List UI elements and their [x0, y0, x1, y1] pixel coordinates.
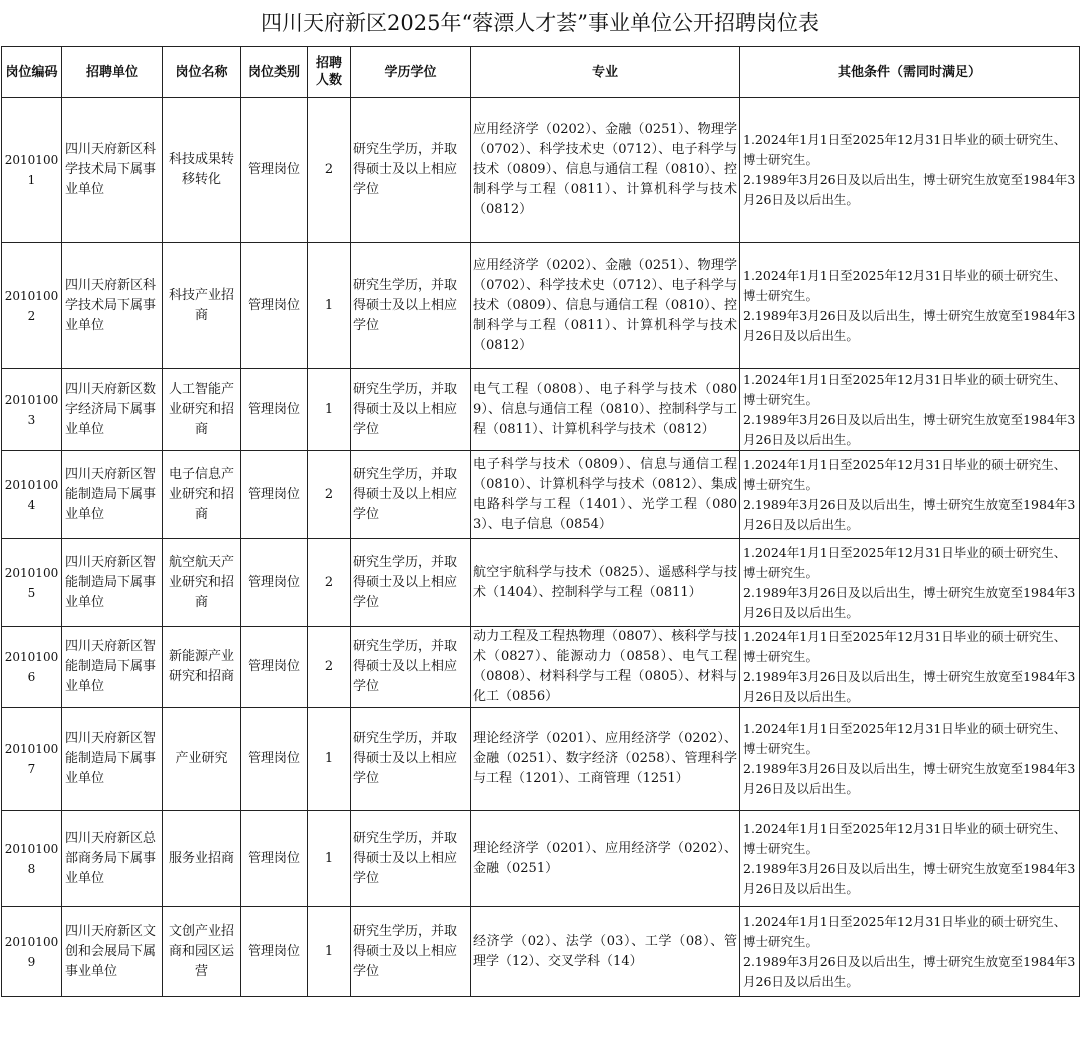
cell-other	[740, 451, 1080, 539]
cell-code: 20101004	[2, 451, 62, 539]
cell-education: 研究生学历，并取得硕士及以上相应学位	[351, 627, 471, 708]
cell-other	[740, 539, 1080, 627]
table-row	[2, 907, 1080, 997]
condition-2: 2.1989年3月26日及以后出生，博士研究生放宽至1984年3月26日及以后出生。	[743, 411, 1076, 447]
cell-other	[740, 708, 1080, 811]
condition-2: 2.1989年3月26日及以后出生，博士研究生放宽至1984年3月26日及以后出生。	[743, 584, 1076, 620]
cell-unit: 四川天府新区总部商务局下属事业单位	[62, 811, 163, 907]
cell-position: 科技成果转移转化	[163, 98, 241, 243]
condition-1: 1.2024年1月1日至2025年12月31日毕业的硕士研究生、博士研究生。	[743, 371, 1067, 407]
cell-category: 管理岗位	[241, 539, 308, 627]
cell-major: 理论经济学（0201）、应用经济学（0202）、金融（0251）	[471, 811, 740, 907]
cell-count: 2	[308, 539, 351, 627]
condition-2: 2.1989年3月26日及以后出生，博士研究生放宽至1984年3月26日及以后出生。	[743, 496, 1076, 532]
condition-1: 1.2024年1月1日至2025年12月31日毕业的硕士研究生、博士研究生。	[743, 629, 1067, 664]
cell-education: 研究生学历，并取得硕士及以上相应学位	[351, 243, 471, 369]
header-education: 学历学位	[351, 47, 471, 98]
cell-code: 20101002	[2, 243, 62, 369]
header-code: 岗位编码	[2, 47, 62, 98]
cell-position: 产业研究	[163, 708, 241, 811]
cell-other	[740, 811, 1080, 907]
cell-education: 研究生学历，并取得硕士及以上相应学位	[351, 369, 471, 451]
cell-category: 管理岗位	[241, 627, 308, 708]
cell-education: 研究生学历，并取得硕士及以上相应学位	[351, 907, 471, 997]
cell-major: 航空宇航科学与技术（0825）、遥感科学与技术（1404）、控制科学与工程（0811）	[471, 539, 740, 627]
cell-education: 研究生学历，并取得硕士及以上相应学位	[351, 539, 471, 627]
condition-2: 2.1989年3月26日及以后出生，博士研究生放宽至1984年3月26日及以后出生。	[743, 307, 1076, 343]
table-row	[2, 811, 1080, 907]
cell-category: 管理岗位	[241, 369, 308, 451]
cell-category: 管理岗位	[241, 243, 308, 369]
cell-major: 动力工程及工程热物理（0807）、核科学与技术（0827）、能源动力（0858）、电气工程（0808）、材料科学与工程（0805）、材料与化工（0856）	[471, 627, 740, 708]
header-unit: 招聘单位	[62, 47, 163, 98]
cell-major: 电子科学与技术（0809）、信息与通信工程（0810）、计算机科学与技术（0812）、集成电路科学与工程（1401）、光学工程（0803）、电子信息（0854）	[471, 451, 740, 539]
condition-1: 1.2024年1月1日至2025年12月31日毕业的硕士研究生、博士研究生。	[743, 456, 1067, 492]
cell-other	[740, 627, 1080, 708]
cell-position: 人工智能产业研究和招商	[163, 369, 241, 451]
cell-code: 20101008	[2, 811, 62, 907]
cell-count: 2	[308, 627, 351, 708]
cell-code: 20101006	[2, 627, 62, 708]
cell-code: 20101009	[2, 907, 62, 997]
cell-major: 理论经济学（0201）、应用经济学（0202）、金融（0251）、数字经济（0258）、管理科学与工程（1201）、工商管理（1251）	[471, 708, 740, 811]
condition-2: 2.1989年3月26日及以后出生，博士研究生放宽至1984年3月26日及以后出生。	[743, 761, 1076, 796]
condition-2: 2.1989年3月26日及以后出生，博士研究生放宽至1984年3月26日及以后出生。	[743, 669, 1076, 704]
table-header-row	[2, 47, 1080, 98]
cell-position: 科技产业招商	[163, 243, 241, 369]
table-row	[2, 451, 1080, 539]
cell-category: 管理岗位	[241, 811, 308, 907]
cell-unit: 四川天府新区智能制造局下属事业单位	[62, 627, 163, 708]
cell-category: 管理岗位	[241, 451, 308, 539]
condition-1: 1.2024年1月1日至2025年12月31日毕业的硕士研究生、博士研究生。	[743, 132, 1067, 167]
cell-category: 管理岗位	[241, 708, 308, 811]
cell-position: 服务业招商	[163, 811, 241, 907]
condition-1: 1.2024年1月1日至2025年12月31日毕业的硕士研究生、博士研究生。	[743, 544, 1067, 580]
cell-major: 应用经济学（0202）、金融（0251）、物理学（0702）、科学技术史（0712）、电子科学与技术（0809）、信息与通信工程（0810）、控制科学与工程（0811）、计算机科学与技术（0812）	[471, 243, 740, 369]
cell-other	[740, 243, 1080, 369]
cell-count: 1	[308, 811, 351, 907]
cell-major: 应用经济学（0202）、金融（0251）、物理学（0702）、科学技术史（0712）、电子科学与技术（0809）、信息与通信工程（0810）、控制科学与工程（0811）、计算机科学与技术（0812）	[471, 98, 740, 243]
table-row	[2, 539, 1080, 627]
cell-education: 研究生学历，并取得硕士及以上相应学位	[351, 811, 471, 907]
cell-count: 1	[308, 243, 351, 369]
header-count: 招聘人数	[308, 47, 351, 98]
cell-count: 2	[308, 451, 351, 539]
recruitment-table	[1, 46, 1080, 997]
table-row	[2, 708, 1080, 811]
cell-code: 20101005	[2, 539, 62, 627]
cell-position: 新能源产业研究和招商	[163, 627, 241, 708]
cell-education: 研究生学历，并取得硕士及以上相应学位	[351, 708, 471, 811]
cell-unit: 四川天府新区数字经济局下属事业单位	[62, 369, 163, 451]
cell-other	[740, 907, 1080, 997]
header-major: 专业	[471, 47, 740, 98]
cell-education: 研究生学历，并取得硕士及以上相应学位	[351, 98, 471, 243]
header-other: 其他条件（需同时满足）	[740, 47, 1080, 98]
cell-major: 电气工程（0808）、电子科学与技术（0809）、信息与通信工程（0810）、控制科学与工程（0811）、计算机科学与技术（0812）	[471, 369, 740, 451]
cell-unit: 四川天府新区科学技术局下属事业单位	[62, 243, 163, 369]
cell-code: 20101007	[2, 708, 62, 811]
condition-2: 2.1989年3月26日及以后出生，博士研究生放宽至1984年3月26日及以后出生。	[743, 172, 1076, 207]
table-row	[2, 98, 1080, 243]
condition-2: 2.1989年3月26日及以后出生，博士研究生放宽至1984年3月26日及以后出生。	[743, 860, 1076, 896]
cell-unit: 四川天府新区智能制造局下属事业单位	[62, 708, 163, 811]
cell-count: 1	[308, 708, 351, 811]
cell-unit: 四川天府新区智能制造局下属事业单位	[62, 451, 163, 539]
cell-other	[740, 369, 1080, 451]
condition-1: 1.2024年1月1日至2025年12月31日毕业的硕士研究生、博士研究生。	[743, 267, 1067, 303]
cell-unit: 四川天府新区文创和会展局下属事业单位	[62, 907, 163, 997]
cell-code: 20101001	[2, 98, 62, 243]
cell-code: 20101003	[2, 369, 62, 451]
cell-category: 管理岗位	[241, 907, 308, 997]
header-position: 岗位名称	[163, 47, 241, 98]
cell-position: 文创产业招商和园区运营	[163, 907, 241, 997]
cell-education: 研究生学历，并取得硕士及以上相应学位	[351, 451, 471, 539]
cell-unit: 四川天府新区科学技术局下属事业单位	[62, 98, 163, 243]
table-row	[2, 243, 1080, 369]
cell-category: 管理岗位	[241, 98, 308, 243]
cell-other	[740, 98, 1080, 243]
cell-position: 电子信息产业研究和招商	[163, 451, 241, 539]
table-row	[2, 369, 1080, 451]
page-title: 四川天府新区2025年“蓉漂人才荟”事业单位公开招聘岗位表	[261, 11, 819, 35]
condition-1: 1.2024年1月1日至2025年12月31日毕业的硕士研究生、博士研究生。	[743, 913, 1067, 949]
cell-position: 航空航天产业研究和招商	[163, 539, 241, 627]
cell-count: 2	[308, 98, 351, 243]
condition-1: 1.2024年1月1日至2025年12月31日毕业的硕士研究生、博士研究生。	[743, 721, 1067, 756]
cell-count: 1	[308, 369, 351, 451]
cell-major: 经济学（02）、法学（03）、工学（08）、管理学（12）、交叉学科（14）	[471, 907, 740, 997]
cell-unit: 四川天府新区智能制造局下属事业单位	[62, 539, 163, 627]
condition-2: 2.1989年3月26日及以后出生，博士研究生放宽至1984年3月26日及以后出生。	[743, 953, 1076, 989]
cell-count: 1	[308, 907, 351, 997]
table-row	[2, 627, 1080, 708]
condition-1: 1.2024年1月1日至2025年12月31日毕业的硕士研究生、博士研究生。	[743, 820, 1067, 856]
header-category: 岗位类别	[241, 47, 308, 98]
